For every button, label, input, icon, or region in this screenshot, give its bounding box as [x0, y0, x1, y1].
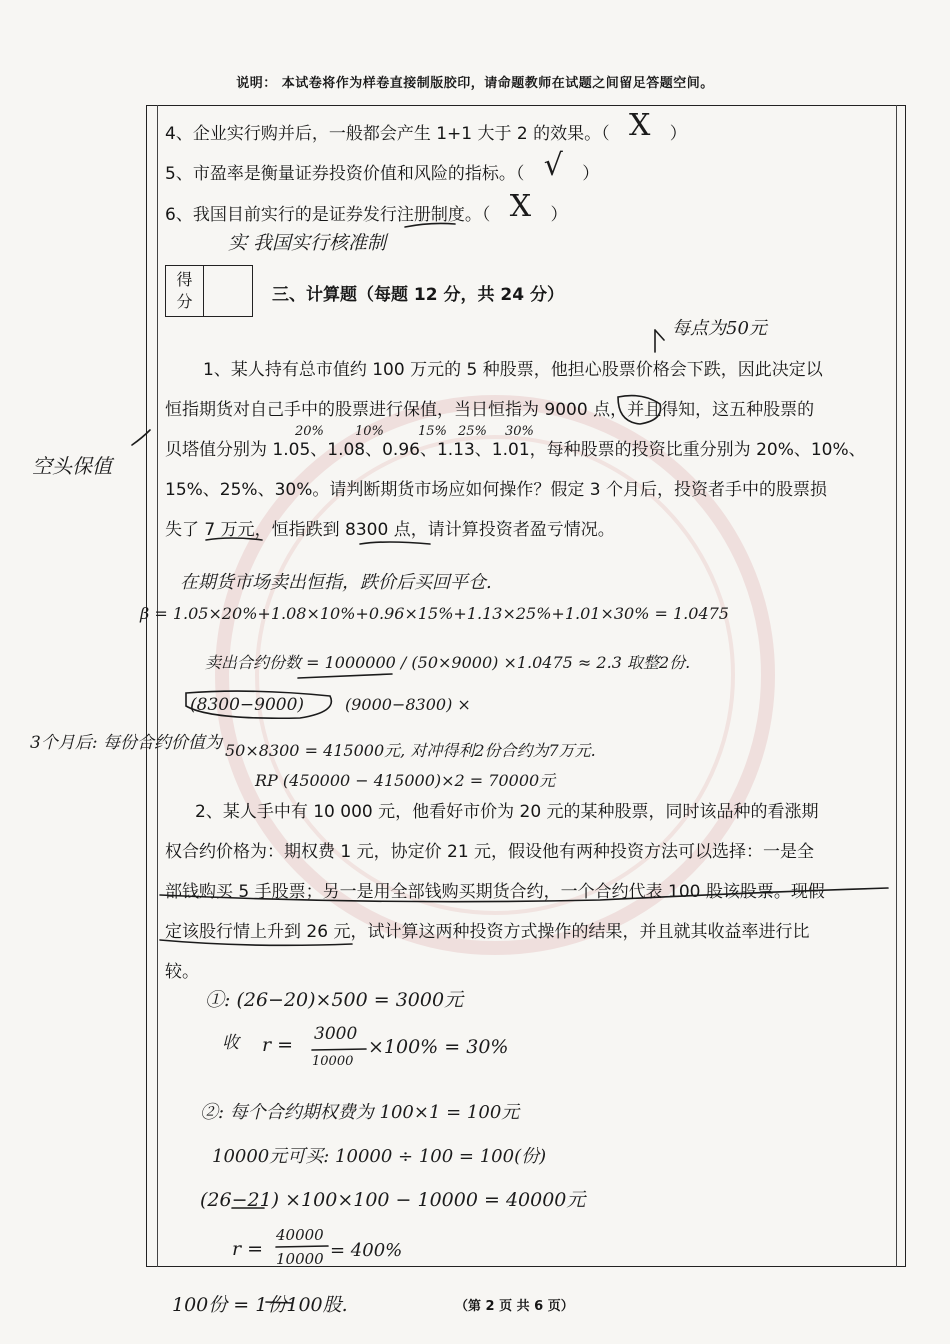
underline-registration [405, 223, 455, 227]
hw-p2-a1: ①: (26−20)×500 = 3000元 [205, 989, 464, 1011]
hw-p2-r1-tail: ×100% = 30% [368, 1036, 509, 1058]
underline-8300 [360, 542, 430, 544]
hw-q6-correction: 实 我国实行核准制 [228, 232, 387, 254]
hw-p2-r1-den: 10000 [312, 1054, 354, 1069]
tf-text: 4、企业实行购并后，一般都会产生 1+1 大于 2 的效果。（ [165, 124, 610, 144]
tf-text: 5、市盈率是衡量证券投资价值和风险的指标。（ [165, 164, 525, 184]
section-title: 三、计算题（每题 12 分，共 24 分） [272, 285, 564, 305]
hw-weight: 10% [355, 424, 384, 439]
problem-1-line: 贝塔值分别为 1.05、1.08、0.96、1.13、1.01，每种股票的投资比重分别为 20%、10%、 [165, 440, 866, 460]
problem-2-line: 权合约价格为：期权费 1 元，协定价 21 元，假设他有两种投资方法可以选择：一是全 [165, 842, 815, 862]
hw-p2-r2-den: 10000 [276, 1250, 324, 1268]
fraction-bar-r1 [312, 1049, 366, 1050]
hw-weight: 15% [418, 424, 447, 439]
fraction-bar-contracts [298, 674, 392, 678]
hw-p2-rate-label: 收 [222, 1033, 239, 1053]
problem-2-line: 2、某人手中有 10 000 元，他看好市价为 20 元的某种股票，同时该品种的看涨期 [195, 802, 819, 822]
hw-p1-answer1: 在期货市场卖出恒指，跌价后买回平仓. [180, 572, 492, 593]
tf-close: ） [582, 164, 600, 184]
problem-1-line: 失了 7 万元，恒指跌到 8300 点，请计算投资者盈亏情况。 [165, 520, 615, 540]
problem-1-line: 恒指期货对自己手中的股票进行保值，当日恒指为 9000 点，并且得知，这五种股票的 [165, 400, 815, 420]
score-label: 得 分 [166, 266, 204, 316]
hw-p2-r1-lhs: r = [262, 1034, 294, 1056]
circle-9000 [618, 396, 661, 424]
hw-weight: 25% [458, 424, 487, 439]
problem-1-line: 1、某人持有总市值约 100 万元的 5 种股票，他担心股票价格会下跌，因此决定以 [203, 360, 823, 380]
hw-weight: 20% [295, 424, 324, 439]
underline-problem2-b [160, 940, 352, 945]
hw-p2-r2-num: 40000 [276, 1226, 324, 1244]
hw-weight: 30% [505, 424, 534, 439]
problem-2-line: 部钱购买 5 手股票；另一是用全部钱购买期货合约，一个合约代表 100 股该股票。现假 [165, 882, 825, 902]
tf-answer-mark: X [509, 189, 532, 224]
tf-text: 6、我国目前实行的是证券发行注册制度。（ [165, 205, 491, 225]
hw-p1-bracket: (8300−9000) [190, 695, 305, 715]
hw-left-3months: 3个月后: 每份合约价值为 [30, 733, 222, 753]
hw-bottom-note: 100份 = 1份100股. [172, 1294, 348, 1316]
tf-close: ） [669, 124, 687, 144]
hw-p2-b1: ②: 每个合约期权费为 100×1 = 100元 [200, 1102, 520, 1123]
arrow-head [655, 330, 664, 340]
hw-p2-r2-tail: = 400% [330, 1240, 403, 1261]
hw-left-hedge: 空头保值 [32, 454, 112, 478]
tf-answer-mark: √ [543, 148, 563, 183]
header-note: 说明： 本试卷将作为样卷直接制版胶印，请命题教师在试题之间留足答题空间。 [236, 76, 714, 91]
hw-p1-contracts: 卖出合约份数 = 1000000 / (50×9000) ×1.0475 ≈ 2.3 取整2份. [205, 653, 691, 672]
tf-close: ） [550, 205, 568, 225]
fraction-bar-r2 [276, 1246, 328, 1247]
hw-p2-r1-num: 3000 [314, 1024, 358, 1044]
underline-7wan [206, 538, 262, 540]
tf-answer-mark: X [629, 108, 651, 143]
hw-per-point: 每点为50元 [672, 318, 767, 339]
hw-p1-beta: β = 1.05×20%+1.08×10%+0.96×15%+1.13×25%+1.01×30% = 1.0475 [140, 604, 729, 623]
circle-bracket [186, 691, 331, 718]
arrow-hedge [132, 430, 150, 445]
underline-problem2-a [160, 888, 888, 902]
hw-p1-profit: RP (450000 − 415000)×2 = 70000元 [255, 771, 556, 790]
problem-1-line: 15%、25%、30%。请判断期货市场应如何操作？假定 3 个月后，投资者手中的股票损 [165, 480, 827, 500]
page-footer: （第 2 页 共 6 页） [455, 1299, 574, 1314]
hw-p2-b2: 10000元可买: 10000 ÷ 100 = 100(份) [212, 1146, 547, 1167]
hw-p2-b3: (26−21) ×100×100 − 10000 = 40000元 [200, 1189, 586, 1211]
pen-dash [266, 1302, 292, 1303]
problem-2-line: 定该股行情上升到 26 元，试计算这两种投资方式操作的结果，并且就其收益率进行比 [165, 922, 810, 942]
problem-2-line: 较。 [165, 962, 199, 982]
hw-p2-r2-lhs: r = [232, 1238, 264, 1260]
hw-p1-value: 50×8300 = 415000元, 对冲得利2份合约为7万元. [225, 741, 596, 760]
hw-p1-bracket2: (9000−8300) × [345, 695, 471, 714]
